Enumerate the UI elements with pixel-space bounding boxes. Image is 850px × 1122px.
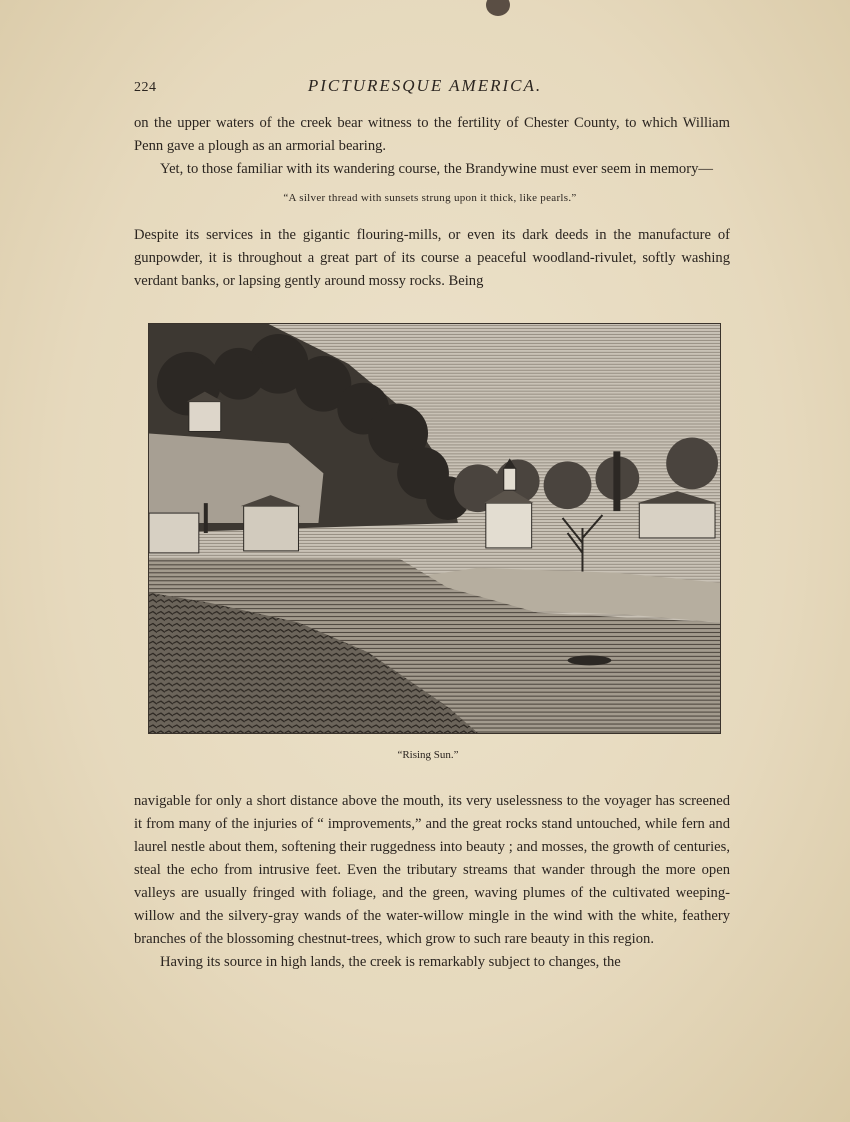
binding-hole (486, 0, 510, 16)
paragraph-5: Having its source in high lands, the creek is remarkably subject to changes, the (160, 954, 621, 970)
bottom-text-block (134, 790, 730, 974)
middle-text-block (134, 224, 730, 293)
page-number: 224 (134, 80, 157, 95)
epigraph-quote: “A silver thread with sunsets strung upon it thick, like pearls.” (283, 192, 577, 204)
running-title: PICTURESQUE AMERICA. (307, 76, 543, 95)
paragraph-4: navigable for only a short distance above the mouth, its very uselessness to the voyager has screened it from many of the injuries of “ improvements,” and the great rocks stand untouched, while fern and laurel nestle about them, softening their ruggedness into beauty ; and mosses, the growth of centuries, steal the echo from intrusive feet. Even the tributary streams that wander through the more open valleys are usually fringed with foliage, and the green, waving plumes of the cultivated weeping-willow and the silvery-gray wands of the water-willow mingle in the wind with the white, feathery branches of the blossoming chestnut-trees, which grow to such rare beauty in this region. (134, 793, 730, 947)
paragraph-1: on the upper waters of the creek bear witness to the fertility of Chester County, to which William Penn gave a plough as an armorial bearing. (134, 115, 730, 154)
engraving-artwork (149, 324, 720, 733)
paragraph-3: Despite its services in the gigantic flouring-mills, or even its dark deeds in the manufacture of gunpowder, it is throughout a great part of its course a peaceful woodland-rivulet, softly washing verdant banks, or lapsing gently around mossy rocks. Being (134, 227, 730, 289)
paragraph-2: Yet, to those familiar with its wandering course, the Brandywine must ever seem in memory— (160, 161, 713, 177)
top-text-block (134, 112, 730, 181)
engraving-illustration (148, 323, 721, 734)
illustration-caption: “Rising Sun.” (397, 749, 459, 761)
